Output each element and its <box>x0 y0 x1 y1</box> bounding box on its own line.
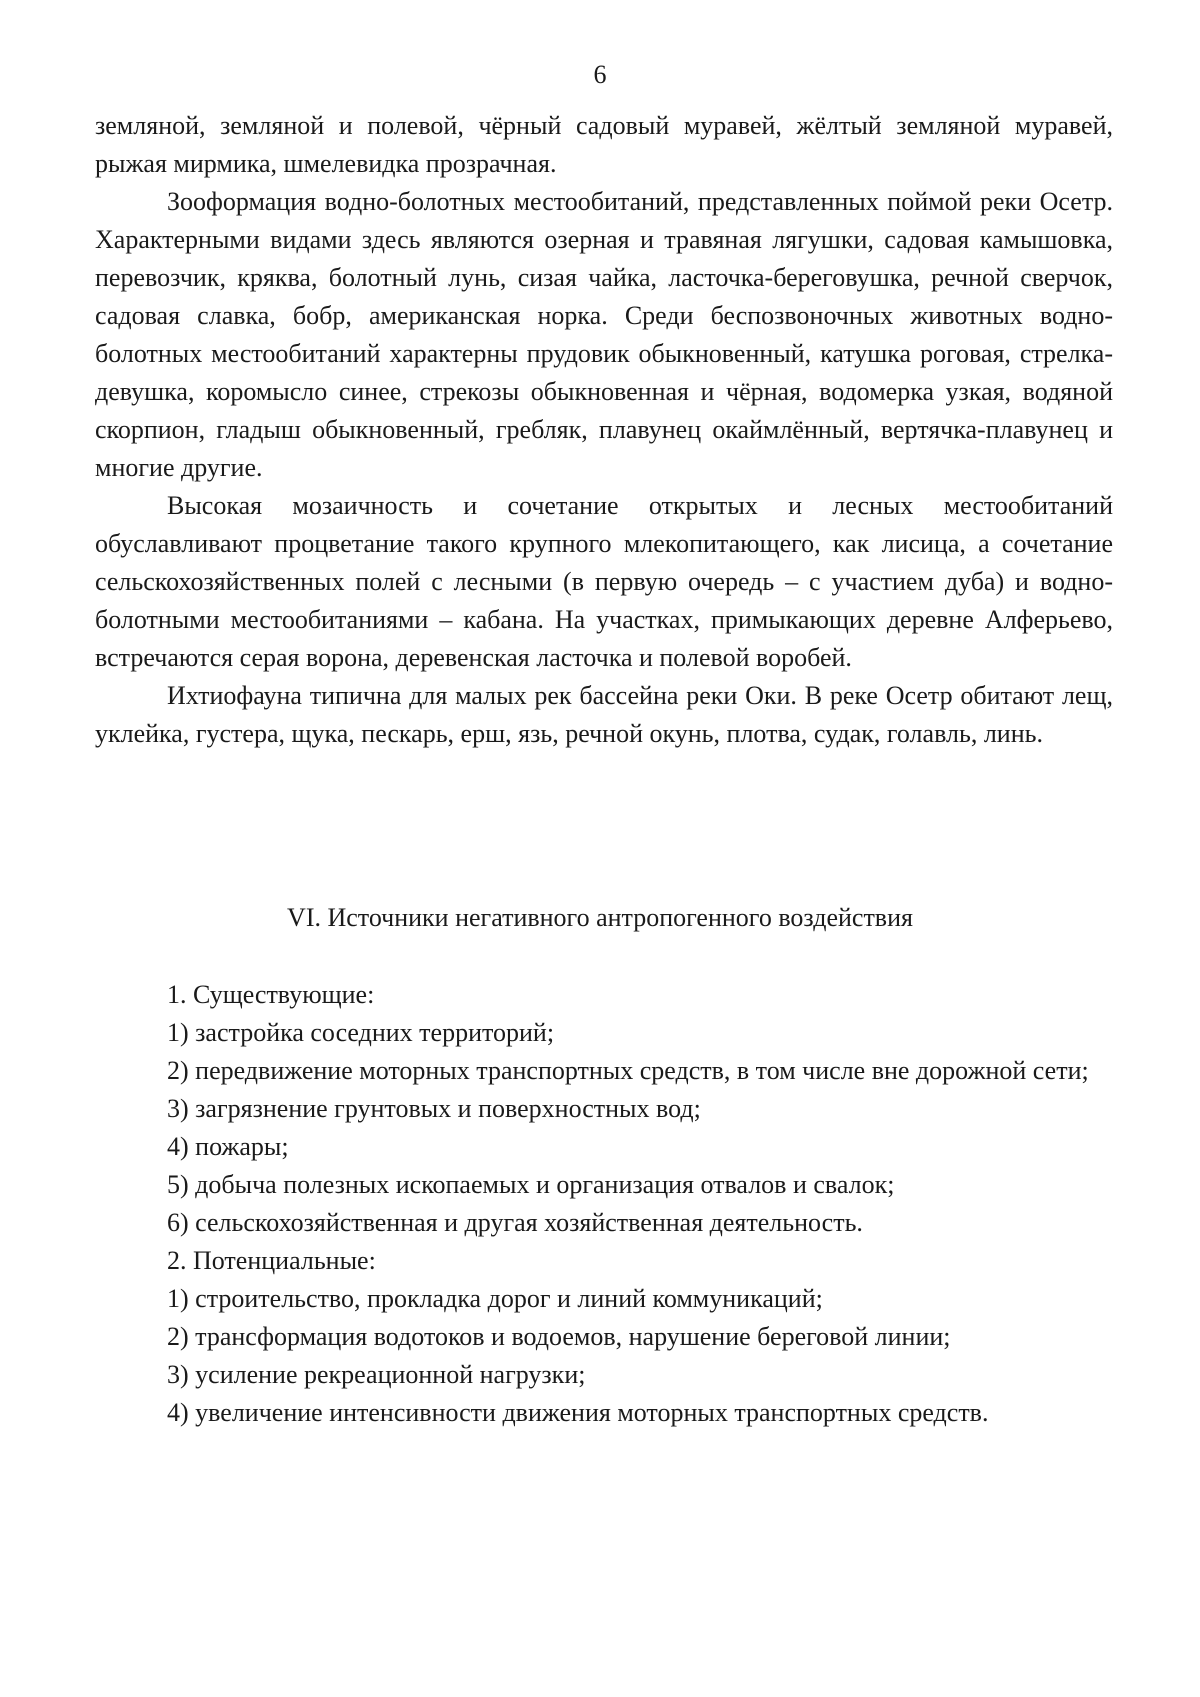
paragraph-continuation: земляной, земляной и полевой, чёрный садовый муравей, жёлтый земляной муравей, рыжая мирмика, шмелевидка прозрачная. <box>95 111 1113 178</box>
list-item: 4) пожары; <box>167 1132 289 1161</box>
paragraph-ichthyofauna: Ихтиофауна типична для малых рек бассейна реки Оки. В реке Осетр обитают лещ, уклейка, густера, щука, пескарь, ерш, язь, речной окунь, плотва, судак, голавль, линь. <box>95 681 1113 748</box>
impact-sources-list <box>95 976 1113 1432</box>
list-item: 3) усиление рекреационной нагрузки; <box>167 1360 586 1389</box>
list-heading-existing: 1. Существующие: <box>167 980 375 1009</box>
section-title: VI. Источники негативного антропогенного воздействия <box>287 903 913 932</box>
list-item: 4) увеличение интенсивности движения моторных транспортных средств. <box>167 1398 989 1427</box>
list-item: 1) строительство, прокладка дорог и линий коммуникаций; <box>167 1284 823 1313</box>
paragraph-mosaic-habitats: Высокая мозаичность и сочетание открытых и лесных местообитаний обуславливают процветание такого крупного млекопитающего, как лисица, а сочетание сельскохозяйственных полей с лесными (в первую очередь – с участием дуба) и водно-болотными местообитаниями – кабана. На участках, примыкающих деревне Алферьево, встречаются серая ворона, деревенская ласточка и полевой воробей. <box>95 491 1113 672</box>
list-item: 2) передвижение моторных транспортных средств, в том числе вне дорожной сети; <box>167 1056 1089 1085</box>
list-item: 1) застройка соседних территорий; <box>167 1018 555 1047</box>
list-item: 5) добыча полезных ископаемых и организация отвалов и свалок; <box>167 1170 895 1199</box>
list-item: 3) загрязнение грунтовых и поверхностных вод; <box>167 1094 701 1123</box>
list-item: 6) сельскохозяйственная и другая хозяйственная деятельность. <box>167 1208 863 1237</box>
list-heading-potential: 2. Потенциальные: <box>167 1246 376 1275</box>
page-number: 6 <box>593 60 607 89</box>
body-text <box>95 107 1113 753</box>
paragraph-wetland-zooformation: Зооформация водно-болотных местообитаний, представленных поймой реки Осетр. Характерными видами здесь являются озерная и травяная лягушки, садовая камышовка, перевозчик, кряква, болотный лунь, сизая чайка, ласточка-береговушка, речной сверчок, садовая славка, бобр, американская норка. Среди беспозвоночных животных водно-болотных местообитаний характерны прудовик обыкновенный, катушка роговая, стрелка-девушка, коромысло синее, стрекозы обыкновенная и чёрная, водомерка узкая, водяной скорпион, гладыш обыкновенный, гребляк, плавунец окаймлённый, вертячка-плавунец и многие другие. <box>95 187 1113 482</box>
list-item: 2) трансформация водотоков и водоемов, нарушение береговой линии; <box>167 1322 951 1351</box>
